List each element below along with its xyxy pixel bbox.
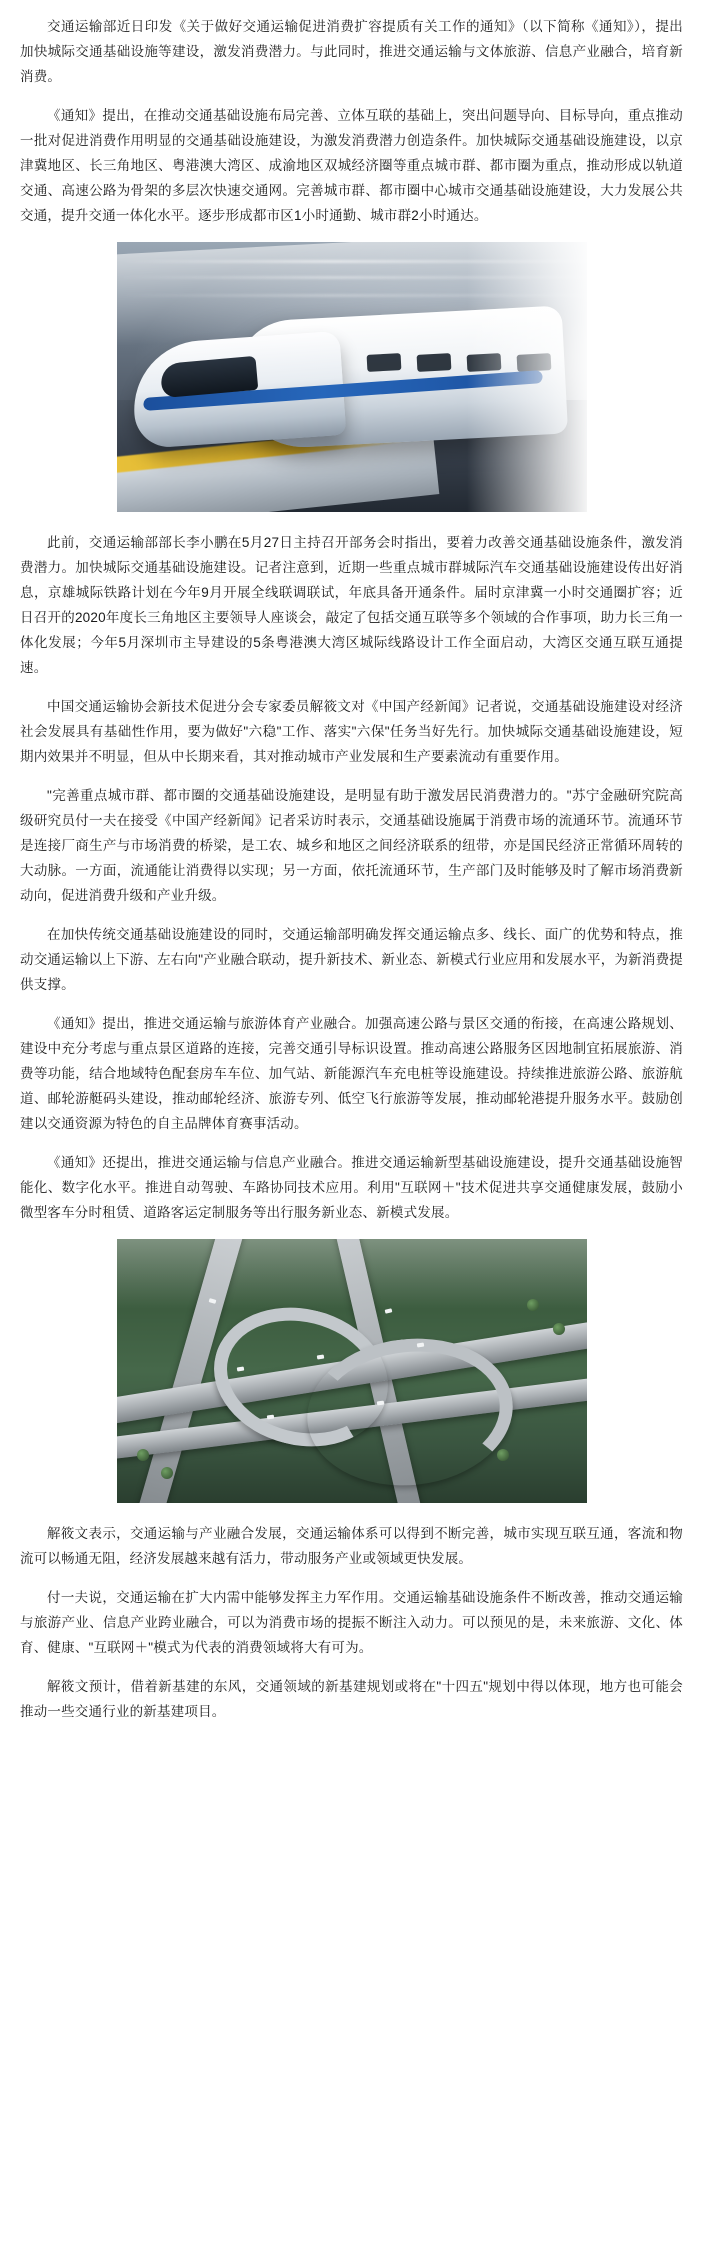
vehicle xyxy=(384,1308,392,1313)
highway-interchange-photo xyxy=(117,1239,587,1503)
train-window xyxy=(416,353,451,372)
figure-train xyxy=(20,242,683,512)
article-paragraph: 在加快传统交通基础设施建设的同时，交通运输部明确发挥交通运输点多、线长、面广的优势和特点，推动交通运输以上下游、左右向"产业融合联动，提升新技术、新业态、新模式行业应用和发展水平，为新消费提供支撑。 xyxy=(20,927,683,992)
article-paragraph: 《通知》提出，推进交通运输与旅游体育产业融合。加强高速公路与景区交通的衔接，在高速公路规划、建设中充分考虑与重点景区道路的连接，完善交通引导标识设置。推动高速公路服务区因地制宜拓展旅游、消费等功能，结合地域特色配套房车车位、加气站、新能源汽车充电桩等设施建设。持续推进旅游公路、旅游航道、邮轮游艇码头建设，推动邮轮经济、旅游专列、低空飞行旅游等发展，推动邮轮港提升服务水平。鼓励创建以交通资源为特色的自主品牌体育赛事活动。 xyxy=(20,1016,683,1131)
article-paragraph: 解筱文表示，交通运输与产业融合发展，交通运输体系可以得到不断完善，城市实现互联互通，客流和物流可以畅通无阻，经济发展越来越有活力，带动服务产业或领域更快发展。 xyxy=(20,1526,683,1566)
article-paragraph: 《通知》提出，在推动交通基础设施布局完善、立体互联的基础上，突出问题导向、目标导向，重点推动一批对促进消费作用明显的交通基础设施建设，为激发消费潜力创造条件。加快城际交通基础设施建设，以京津冀地区、长三角地区、粤港澳大湾区、成渝地区双城经济圈等重点城市群、都市圈为重点，推动形成以轨道交通、高速公路为骨架的多层次快速交通网。完善城市群、都市圈中心城市交通基础设施建设，大力发展公共交通，提升交通一体化水平。逐步形成都市区1小时通勤、城市群2小时通达。 xyxy=(20,108,683,223)
article-paragraph: 中国交通运输协会新技术促进分会专家委员解筱文对《中国产经新闻》记者说，交通基础设施建设对经济社会发展具有基础性作用，要为做好"六稳"工作、落实"六保"任务当好先行。加快城际交通基础设施建设，短期内效果并不明显，但从中长期来看，其对推动城市产业发展和生产要素流动有重要作用。 xyxy=(20,699,683,764)
figure-interchange xyxy=(20,1239,683,1503)
tree xyxy=(161,1467,173,1479)
article-paragraph: 解筱文预计，借着新基建的东风，交通领域的新基建规划或将在"十四五"规划中得以体现，地方也可能会推动一些交通行业的新基建项目。 xyxy=(20,1679,683,1719)
tree xyxy=(137,1449,149,1461)
high-speed-train-photo xyxy=(117,242,587,512)
vehicle xyxy=(376,1401,383,1406)
tree xyxy=(497,1449,509,1461)
article-paragraph: 付一夫说，交通运输在扩大内需中能够发挥主力军作用。交通运输基础设施条件不断改善，推动交通运输与旅游产业、信息产业跨业融合，可以为消费市场的提振不断注入动力。可以预见的是，未来旅游、文化、体育、健康、"互联网＋"模式为代表的消费领域将大有可为。 xyxy=(20,1590,683,1655)
article-paragraph: 《通知》还提出，推进交通运输与信息产业融合。推进交通运输新型基础设施建设，提升交通基础设施智能化、数字化水平。推进自动驾驶、车路协同技术应用。利用"互联网＋"技术促进共享交通健康发展，鼓励小微型客车分时租赁、道路客运定制服务等出行服务新业态、新模式发展。 xyxy=(20,1155,683,1220)
tree xyxy=(527,1299,539,1311)
tree xyxy=(553,1323,565,1335)
motion-blur xyxy=(467,242,587,512)
article-paragraph: 此前，交通运输部部长李小鹏在5月27日主持召开部务会时指出，要着力改善交通基础设施条件，激发消费潜力。加快城际交通基础设施建设。记者注意到，近期一些重点城市群城际汽车交通基础设施建设传出好消息，京雄城际铁路计划在今年9月开展全线联调联试，年底具备开通条件。届时京津冀一小时交通圈扩容；近日召开的2020年度长三角地区主要领导人座谈会，敲定了包括交通互联等多个领域的合作事项，助力长三角一体化发展；今年5月深圳市主导建设的5条粤港澳大湾区城际线路设计工作全面启动，大湾区交通互联互通提速。 xyxy=(20,535,683,675)
article-paragraph: 交通运输部近日印发《关于做好交通运输促进消费扩容提质有关工作的通知》（以下简称《通知》），提出加快城际交通基础设施等建设，激发消费潜力。与此同时，推进交通运输与文体旅游、信息产业融合，培育新消费。 xyxy=(20,19,683,84)
train-window xyxy=(366,353,401,372)
article-paragraph: "完善重点城市群、都市圈的交通基础设施建设，是明显有助于激发居民消费潜力的。"苏宁金融研究院高级研究员付一夫在接受《中国产经新闻》记者采访时表示，交通基础设施属于消费市场的流通环节。流通环节是连接厂商生产与市场消费的桥梁，是工农、城乡和地区之间经济联系的纽带，亦是国民经济正常循环周转的大动脉。一方面，流通能让消费得以实现；另一方面，依托流通环节，生产部门及时能够及时了解市场消费新动向，促进消费升级和产业升级。 xyxy=(20,788,683,903)
vehicle xyxy=(266,1415,273,1420)
